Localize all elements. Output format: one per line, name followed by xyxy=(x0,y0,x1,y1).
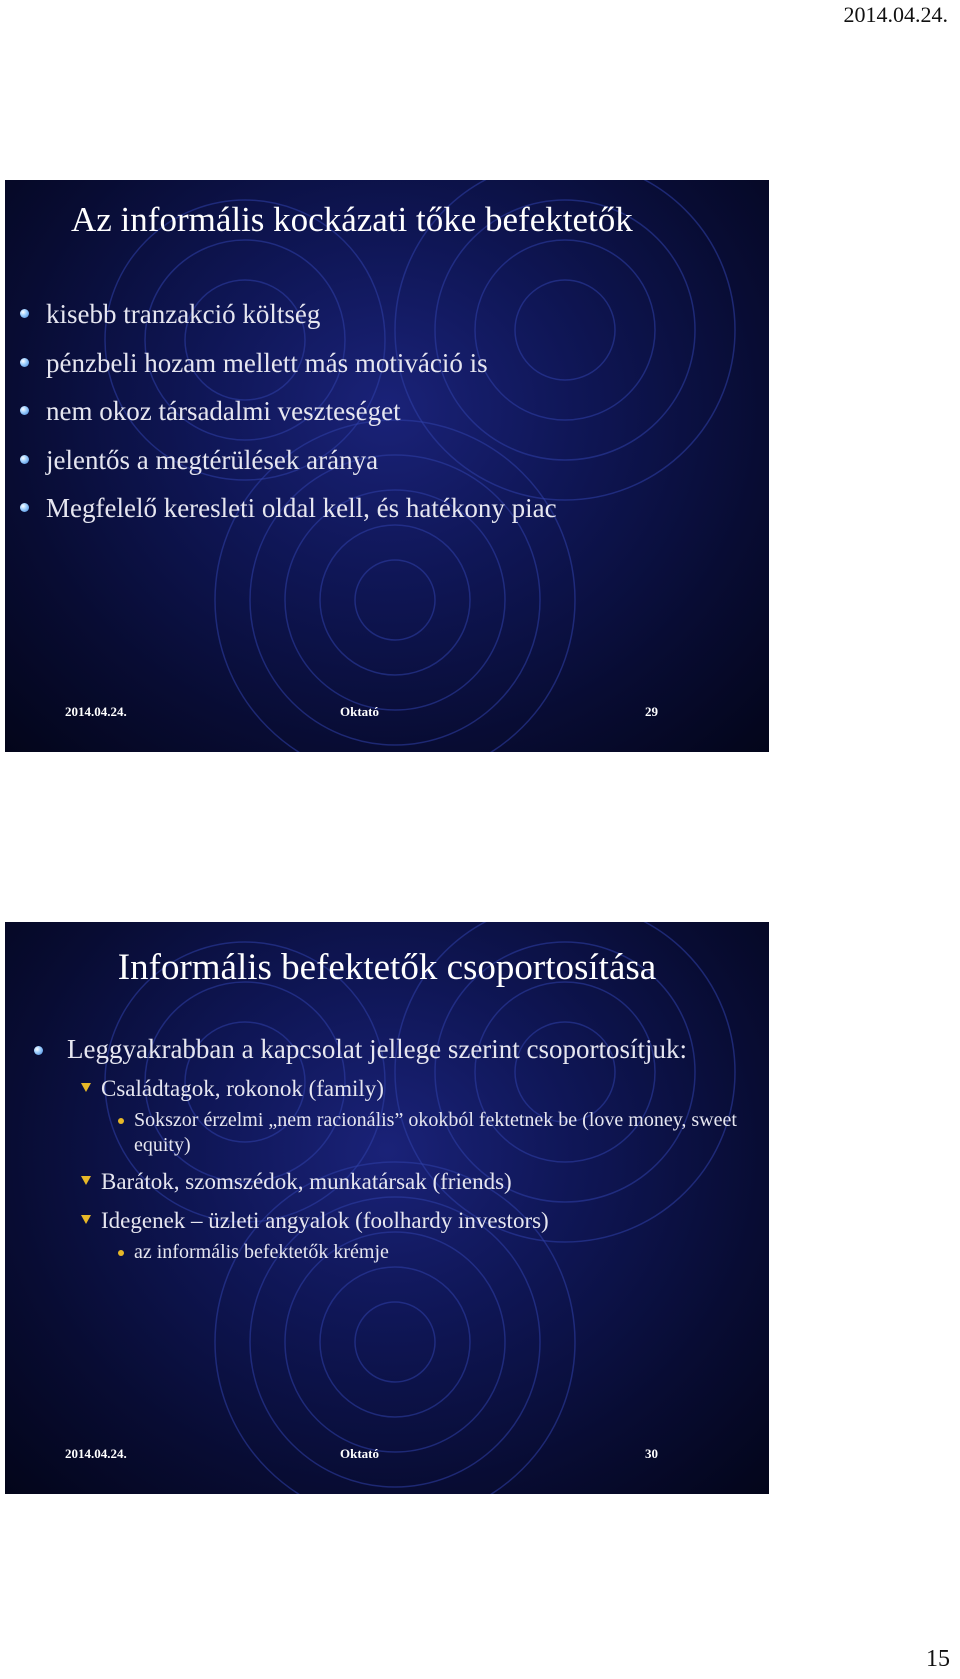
sub-bullet-text: Családtagok, rokonok (family) xyxy=(101,1076,384,1101)
bullet-text: nem okoz társadalmi veszteséget xyxy=(46,396,401,426)
triangle-bullet-icon xyxy=(81,1176,91,1185)
slide-title: Informális befektetők csoportosítása xyxy=(117,947,657,988)
bullet-dot-icon xyxy=(20,358,29,367)
slide-footer xyxy=(5,1446,769,1466)
footer-slide-number: 30 xyxy=(645,1446,658,1461)
bullet-text: Megfelelő keresleti oldal kell, és hatékony piac xyxy=(46,493,557,523)
bullet-list xyxy=(17,290,557,533)
sub-sub-bullet-list xyxy=(101,1108,747,1158)
bullet-item xyxy=(27,1032,747,1265)
bullet-list xyxy=(27,1032,747,1273)
footer-slide-number: 29 xyxy=(645,704,658,719)
small-bullet-icon xyxy=(118,1118,124,1124)
sub-sub-bullet-item xyxy=(101,1240,747,1265)
sub-bullet-text: Idegenek – üzleti angyalok (foolhardy investors) xyxy=(101,1208,549,1233)
sub-sub-bullet-text: Sokszor érzelmi „nem racionális” okokból fektetnek be (love money, sweet equity) xyxy=(134,1109,737,1156)
footer-author: Oktató xyxy=(340,1446,379,1461)
sub-bullet-item xyxy=(67,1073,747,1158)
bullet-text: Leggyakrabban a kapcsolat jellege szerint csoportosítjuk: xyxy=(67,1034,688,1064)
bullet-item xyxy=(17,484,557,533)
sub-sub-bullet-text: az informális befektetők krémje xyxy=(134,1241,389,1263)
bullet-item xyxy=(17,290,557,339)
bullet-item xyxy=(17,436,557,485)
sub-bullet-item xyxy=(67,1166,747,1197)
sub-bullet-text: Barátok, szomszédok, munkatársak (friends) xyxy=(101,1169,512,1194)
bullet-text: kisebb tranzakció költség xyxy=(46,299,321,329)
slide-29 xyxy=(5,180,769,752)
slide-footer xyxy=(5,704,769,724)
triangle-bullet-icon xyxy=(81,1215,91,1224)
slide-title: Az informális kockázati tőke befektetők xyxy=(71,200,633,239)
small-bullet-icon xyxy=(118,1250,124,1256)
bullet-item xyxy=(17,339,557,388)
footer-date: 2014.04.24. xyxy=(65,1446,127,1461)
bullet-dot-icon xyxy=(20,455,29,464)
sub-bullet-list xyxy=(67,1073,747,1265)
sub-bullet-item xyxy=(67,1205,747,1265)
bullet-dot-icon xyxy=(20,406,29,415)
bullet-dot-icon xyxy=(20,309,29,318)
bullet-text: jelentős a megtérülések aránya xyxy=(46,444,379,475)
sub-sub-bullet-list xyxy=(101,1240,747,1265)
bullet-text: pénzbeli hozam mellett más motiváció is xyxy=(46,347,488,378)
bullet-item xyxy=(17,387,557,436)
slide-30 xyxy=(5,922,769,1494)
bullet-dot-icon xyxy=(34,1046,43,1055)
bullet-dot-icon xyxy=(20,503,29,512)
page-number: 15 xyxy=(926,1646,950,1672)
footer-date: 2014.04.24. xyxy=(65,704,127,719)
triangle-bullet-icon xyxy=(81,1083,91,1092)
page-header-date: 2014.04.24. xyxy=(843,2,948,27)
sub-sub-bullet-item xyxy=(101,1108,747,1158)
footer-author: Oktató xyxy=(340,704,379,719)
